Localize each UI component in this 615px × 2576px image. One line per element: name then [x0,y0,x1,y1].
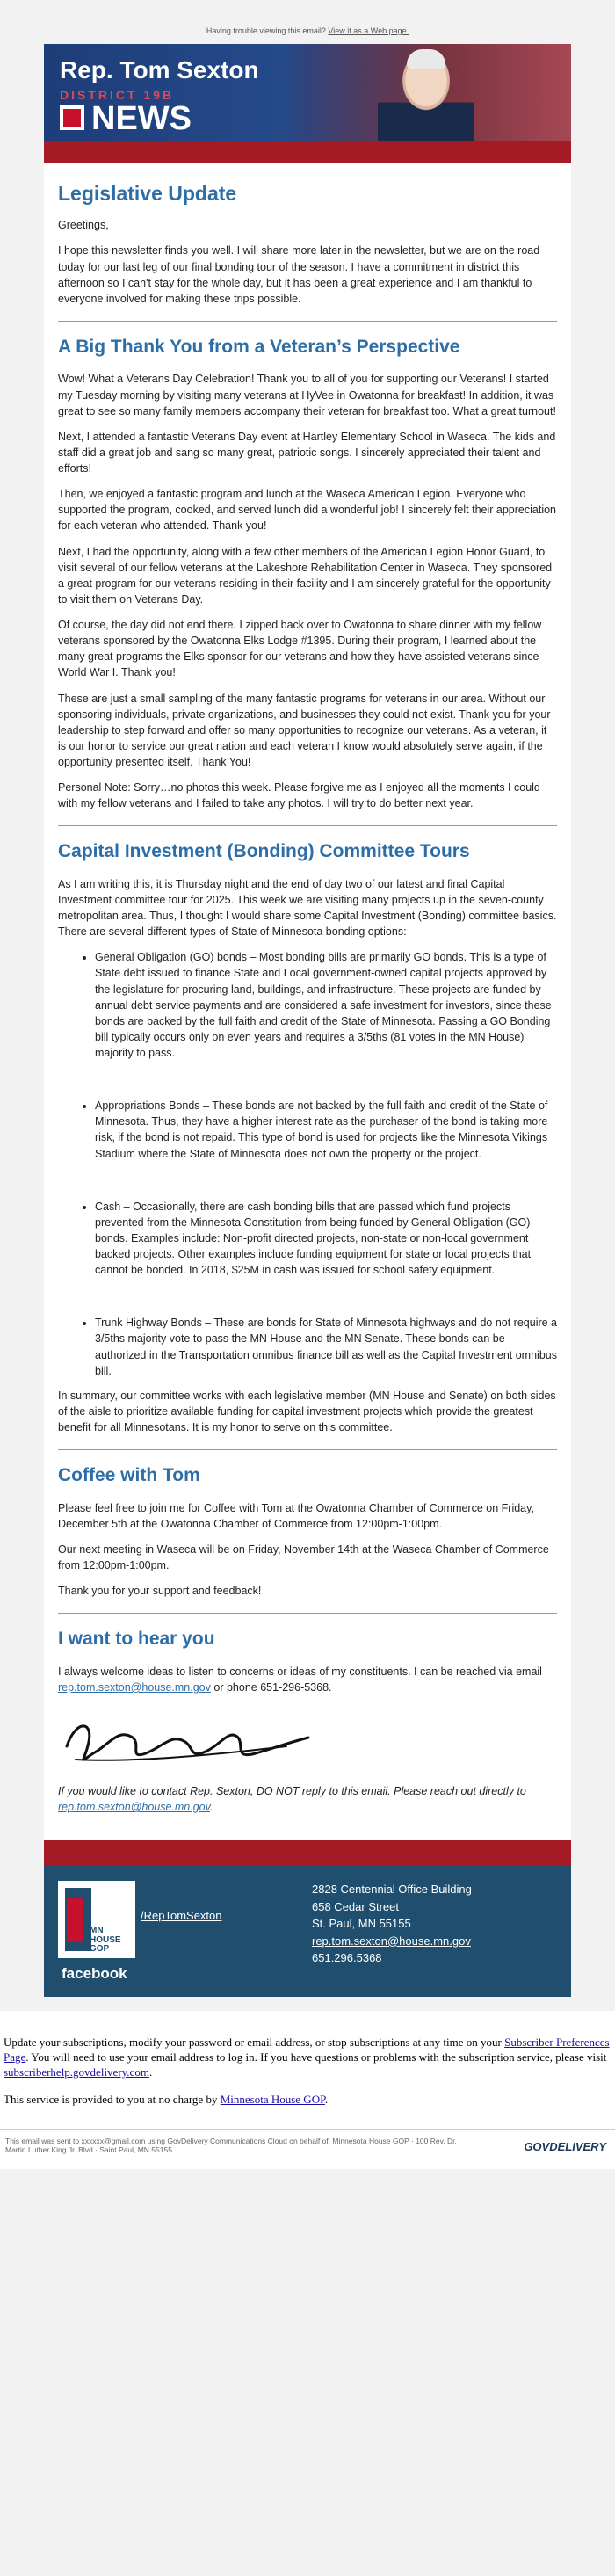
office-address [312,1881,472,1967]
contact-phone-text: or phone 651-296-5368. [213,1680,332,1694]
mn-logo-line1: MN HOUSE [90,1926,121,1945]
list-item: • General Obligation (GO) bonds – Most bonding bills are primarily GO bonds. This is a type of State debt issued to finance State and Local government-owned capital projects approved by the legislature for procuring land, buildings, and infrastructure. These projects are funded by annual debt service payments and are considered a safe investment for investors, since these bonds are backed by the full faith and credit of the State of Minnesota. Passing a GO Bonding bill typically occurs only on even years and requires a 3/5ths (81 votes in the MN House) majority to pass. [95,949,557,1061]
service-text: This service is provided to you at no charge by [4,2092,218,2106]
district-label: DISTRICT 19B [60,88,175,102]
section-divider [58,825,557,826]
contact-text: I always welcome ideas to listen to concerns or ideas of my constituents. I can be reached via email [58,1665,542,1678]
list-item: • Appropriations Bonds – These bonds are not backed by the full faith and credit of the State of Minnesota. Thus, they have a higher interest rate as the purchaser of the bond is taking more risk, if the bond is not repaid. This type of bond is used for projects like the Minnesota Vikings Stadium where the State of Minnesota does not own the property or the project. [95,1098,557,1162]
govdelivery-logo: GOVDELIVERY [524,2139,606,2153]
facebook-label: facebook [62,1965,127,1983]
contact-email-link[interactable]: rep.tom.sexton@house.mn.gov [58,1680,211,1694]
newsletter-card [44,44,571,1997]
section-divider [58,321,557,322]
bonding-section-title: Capital Investment (Bonding) Committee Tours [58,841,470,862]
list-item: • Cash – Occasionally, there are cash bonding bills that are passed which fund projects prevented from the Minnesota Constitution from being funded by General Obligation (GO) bonds. Examples include: Non-profit directed projects, non-state or non-local government backed projects. Other examples include funding equipment for state or local projects that cannot be bonded. In 2018, $25M in cash was issued for school safety equipment. [95,1199,557,1279]
minnesota-red-accent [67,1898,83,1942]
veterans-paragraph: Wow! What a Veterans Day Celebration! Thank you to all of you for supporting our Veterans! I started my Tuesday morning by visiting many veterans at HyVee in Owatonna for breakfast! In addition, it was great to see so many family members accompany their veteran for breakfast too. What a great turnout! [58,373,556,417]
header-banner [44,44,571,141]
mn-house-gop-badge [58,1881,135,1958]
minnesota-house-gop-link[interactable]: Minnesota House GOP [220,2092,325,2106]
service-text-end: . [324,2092,329,2106]
trouble-viewing-text: Having trouble viewing this email? [206,26,326,35]
veterans-paragraph: Next, I attended a fantastic Veterans Day event at Hartley Elementary School in Waseca. The kids and staff did a great job and sang so many great, patriotic songs. I sincerely appreciated their talent and efforts! [58,430,556,475]
veterans-paragraph: Then, we enjoyed a fantastic program and lunch at the Waseca American Legion. Everyone who supported the program, cooked, and served lunch did a wonderful job! I sincerely felt their appreciation for each veteran who attended. Thank you! [58,488,556,533]
section-divider [58,1613,557,1614]
mn-logo-line2: GOP [90,1944,110,1955]
subs-text-end: . [148,2065,153,2079]
newsletter-content [44,163,571,1840]
section-divider [58,1449,557,1450]
legal-text: This email was sent to xxxxxx@gmail.com using GovDelivery Communications Cloud on behalf of: Minnesota House GOP · 100 Rev. Dr. Martin Luther King Jr. Blvd · Saint Paul, MN 55155 [5,2136,457,2154]
coffee-section-title: Coffee with Tom [58,1465,200,1486]
news-title: NEWS [91,100,192,137]
legal-footer [0,2129,615,2169]
facebook-badge[interactable] [58,1881,135,1985]
veterans-section-title: A Big Thank You from a Veteran’s Perspective [58,336,460,357]
address-line: 658 Cedar Street [312,1899,400,1913]
web-page-link[interactable]: View it as a Web page. [328,26,409,35]
representative-photo [378,44,474,141]
do-not-reply-note [58,1783,557,1815]
header-red-strip [44,141,571,163]
subscriber-help-link[interactable]: subscriberhelp.govdelivery.com [4,2065,149,2079]
footer-phone: 651.296.5368 [312,1951,382,1965]
personal-note: Personal Note: Sorry…no photos this week. Please forgive me as I enjoyed all the moments I could with my fellow veterans and I failed to take any photos. I will try to do better next year. [58,781,540,810]
facebook-handle-link[interactable]: /RepTomSexton [141,1909,222,1923]
bonding-summary: In summary, our committee works with each legislative member (MN House and Senate) on both sides of the aisle to prioritize available funding for capital investment projects which provide the greatest benefit for all Minnesotans. It is my honor to serve on this committee. [58,1389,556,1434]
footer-contact-block [44,1865,571,1997]
address-line: 2828 Centennial Office Building [312,1883,472,1897]
greeting: Greetings, [58,219,109,232]
mn-house-gop-logo-icon [60,105,84,130]
signature-image [58,1711,557,1773]
veterans-paragraph: Of course, the day did not end there. I zipped back over to Owatonna to share dinner with my fellow veterans sponsored by the Owatonna Elks Lodge #1395. During their program, I learned about the many great programs the Elks sponsor for our veterans and how they have assisted veterans since World War I. Thank you! [58,619,542,679]
contact-paragraph [58,1664,557,1695]
subscription-info [0,2011,615,2129]
bonding-intro: As I am writing this, it is Thursday night and the end of day two of our latest and final Capital Investment committee tour for 2025. This week we are visiting many projects up in the seven-county metropolitan area. Thus, I thought I would share some Capital Investment (Bonding) committee basics. There are several different types of State of Minnesota bonding options: [58,877,557,939]
note-email-link[interactable]: rep.tom.sexton@house.mn.gov [58,1801,210,1814]
subscription-paragraph [4,2035,611,2080]
hear-section-title: I want to hear you [58,1629,215,1650]
list-item: • Trunk Highway Bonds – These are bonds for State of Minnesota highways and do not require a 3/5ths majority vote to pass the MN House and the MN Senate. These bonds can be authorized in the Transportation omnibus finance bill as well as the Capital Investment omnibus bill. [95,1315,557,1379]
note-text: If you would like to contact Rep. Sexton, DO NOT reply to this email. Please reach out directly to [58,1784,526,1797]
subs-text-middle: . You will need to use your email address to log in. If you have questions or problems with the subscription service, please visit [25,2050,607,2064]
veterans-paragraph: These are just a small sampling of the many fantastic programs for veterans in our area. Without our sponsoring individuals, private organizations, and businesses they could not exist. Thank you for your leadership to step forward and offer so many opportunities to recognize our veterans. As a veteran, it is our honor to service our great nation and each veteran I know would absolutely serve again, if the opportunity presented itself. Thank You! [58,692,551,769]
trouble-viewing-note [0,0,615,44]
subscriber-preferences-link[interactable]: Subscriber Preferences Page [4,2035,610,2064]
footer-email-link[interactable]: rep.tom.sexton@house.mn.gov [312,1934,471,1948]
coffee-paragraph: Thank you for your support and feedback! [58,1585,262,1598]
coffee-paragraph: Please feel free to join me for Coffee with Tom at the Owatonna Chamber of Commerce on Friday, December 5th at the Owatonna Chamber of Commerce from 12:00pm-1:00pm. [58,1501,534,1530]
intro-paragraph: I hope this newsletter finds you well. I will share more later in the newsletter, but we are on the road today for our last leg of our final bonding tour of the season. I have a commitment in district this afternoon so I can't stay for the whole day, but it has been a great experience and I am thankful to everyone involved for making these trips possible. [58,244,540,305]
legislative-update-title: Legislative Update [58,182,237,205]
coffee-paragraph: Our next meeting in Waseca will be on Friday, November 14th at the Waseca Chamber of Commerce from 12:00pm-1:00pm. [58,1542,549,1572]
note-end: . [209,1801,213,1814]
representative-name: Rep. Tom Sexton [60,56,259,83]
bond-types-list [58,949,557,1379]
veterans-paragraph: Next, I had the opportunity, along with a few other members of the American Legion Honor Guard, to visit several of our fellow veterans at the Lakeshore Rehabilitation Center in Waseca. They sponsored a great program for our veterans residing in their facility and I am sincerely grateful for the opportunity to visit them on Veterans Day. [58,545,553,606]
mn-house-gop-text [90,1927,135,1955]
service-provider-paragraph [4,2093,611,2108]
subs-text: Update your subscriptions, modify your password or email address, or stop subscriptions at any time on your [4,2035,502,2050]
footer-red-strip [44,1840,571,1865]
address-line: St. Paul, MN 55155 [312,1917,411,1931]
